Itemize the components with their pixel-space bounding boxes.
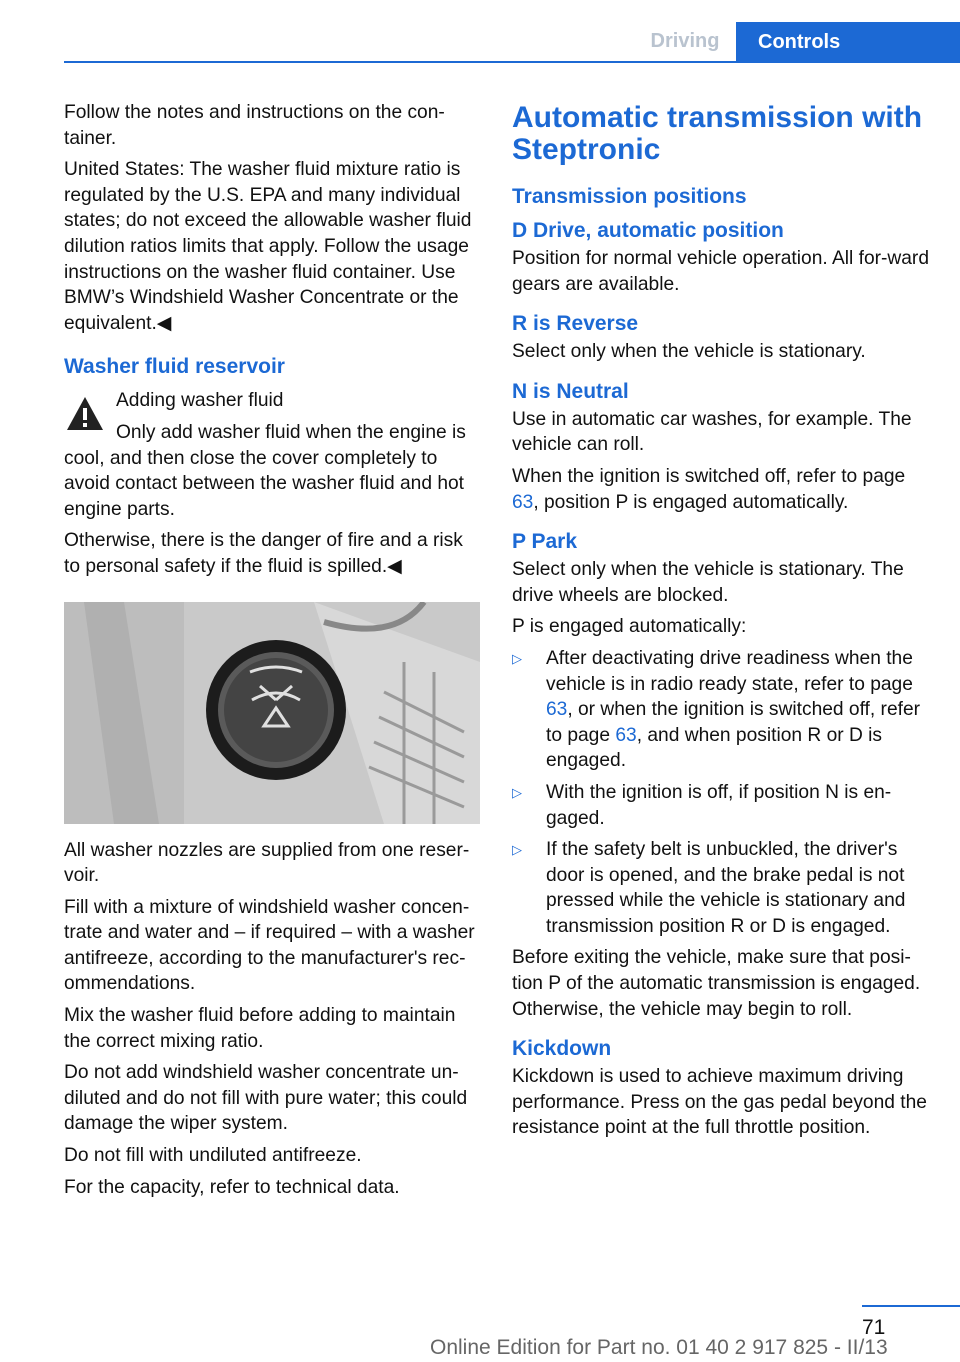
subsection-heading: Kickdown [512, 1037, 612, 1061]
triangle-bullet-icon: ▷ [512, 650, 522, 666]
right-column [512, 100, 932, 1147]
page-link[interactable]: 63 [615, 724, 637, 746]
footer-rule [862, 1305, 960, 1307]
warning-text: Only add washer fluid when the engine is cool, and then close the cover completely to avoid contact between the washer fluid and hot engine parts. [64, 421, 466, 520]
paragraph: Do not fill with undiluted antifreeze. [64, 1145, 362, 1167]
warning-block [64, 388, 482, 522]
page-link[interactable]: 63 [546, 699, 568, 721]
section-heading: Transmission positions [512, 185, 747, 208]
paragraph: All washer nozzles are supplied from one reser‐voir. [64, 839, 470, 887]
list-item [512, 646, 932, 774]
subsection-heading: P Park [512, 530, 577, 554]
paragraph: Position for normal vehicle operation. All for‐ward gears are available. [512, 248, 929, 295]
paragraph: United States: The washer fluid mixture ratio is regulated by the U.S. EPA and many individual states; do not exceed the allowable washer fluid dilution ratios limits that apply. Follow the usage instructions on the washer fluid container. Use BMW’s Windshield Washer Concentrate or the equivalent.◀ [64, 159, 472, 334]
text: When the ignition is switched off, refer to page [512, 465, 906, 487]
paragraph: Do not add windshield washer concentrate un‐diluted and do not fill with pure water; this could damage the wiper system. [64, 1062, 468, 1135]
edition-line: Online Edition for Part no. 01 40 2 917 825 - II/13 [430, 1336, 888, 1359]
list-item [512, 837, 932, 939]
paragraph: P is engaged automatically: [512, 616, 747, 638]
triangle-bullet-icon: ▷ [512, 784, 522, 800]
warning-text: Otherwise, there is the danger of fire and a risk to personal safety if the fluid is spilled.◀ [64, 530, 463, 577]
text: , and when position R or D is engaged. [546, 724, 882, 772]
page-number: 71 [862, 1316, 886, 1339]
paragraph: Follow the notes and instructions on the con‐tainer. [64, 102, 445, 149]
subsection-heading: R is Reverse [512, 312, 639, 336]
text: , position P is engaged automatically. [533, 491, 849, 513]
tab-driving[interactable]: Driving [650, 30, 720, 52]
paragraph: For the capacity, refer to technical data. [64, 1176, 400, 1198]
paragraph: Use in automatic car washes, for example. The vehicle can roll. [512, 408, 912, 456]
section-heading: Washer fluid reservoir [64, 355, 285, 379]
washer-reservoir-cap-image [64, 602, 480, 824]
paragraph [512, 464, 932, 515]
page-link[interactable]: 63 [512, 491, 534, 513]
paragraph: Fill with a mixture of windshield washer concen‐trate and water and – if required – with a washer antifreeze, according to the manufacturer's rec‐ommendations. [64, 896, 475, 995]
text: After deactivating drive readiness when the vehicle is in radio ready state, refer to page [546, 647, 913, 695]
list-item [512, 780, 932, 831]
tab-controls[interactable]: Controls [736, 22, 960, 63]
text: With the ignition is off, if position N is en‐gaged. [546, 781, 892, 829]
warning-triangle-icon [64, 393, 106, 435]
text: If the safety belt is unbuckled, the driver's door is opened, and the brake pedal is not pressed while the vehicle is stationary and transmission position R or D is engaged. [546, 839, 906, 937]
text: , or when the ignition is switched off, refer to page [546, 699, 921, 746]
subsection-heading: D Drive, automatic position [512, 219, 784, 242]
triangle-bullet-icon: ▷ [512, 842, 522, 858]
bullet-list [512, 646, 932, 940]
paragraph: Select only when the vehicle is stationary. The drive wheels are blocked. [512, 559, 904, 606]
chapter-title: Automatic transmission with Steptronic [512, 101, 923, 166]
left-column [64, 100, 482, 1206]
subsection-heading: N is Neutral [512, 379, 629, 403]
paragraph: Select only when the vehicle is stationary. [512, 341, 866, 363]
paragraph: Kickdown is used to achieve maximum driving performance. Press on the gas pedal beyond the resistance point at the full throttle position. [512, 1066, 927, 1139]
paragraph: Mix the washer fluid before adding to maintain the correct mixing ratio. [64, 1005, 456, 1052]
paragraph: Before exiting the vehicle, make sure that posi‐tion P of the automatic transmission is engaged. Otherwise, the vehicle may begin to roll. [512, 947, 921, 1020]
warning-title: Adding washer fluid [116, 390, 284, 412]
